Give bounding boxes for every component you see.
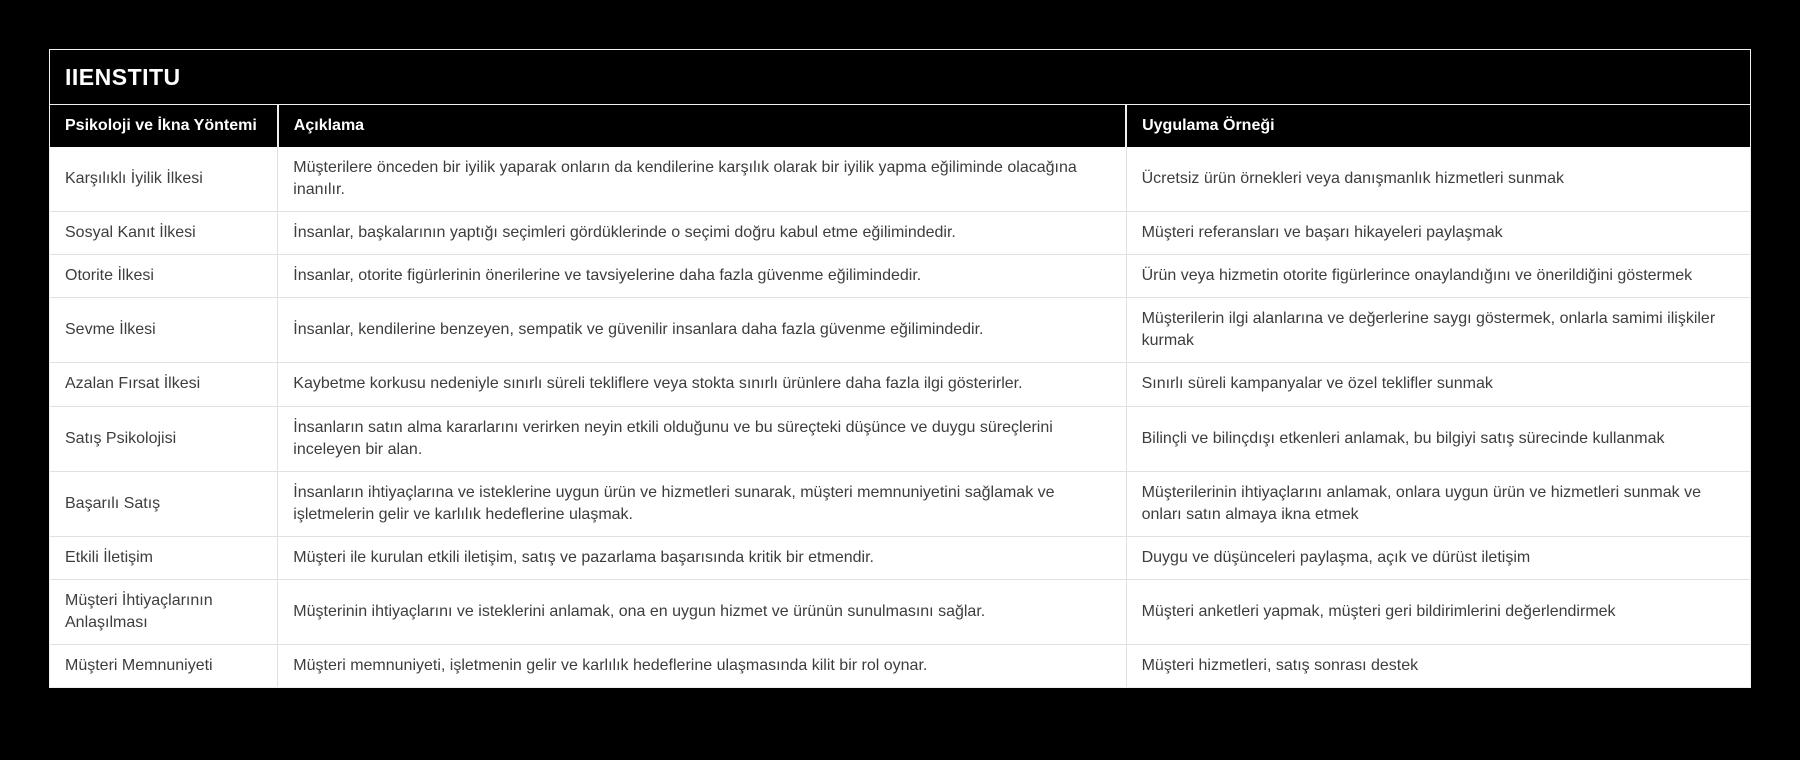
table-row xyxy=(50,363,1750,406)
description-cell: İnsanlar, kendilerine benzeyen, sempatik ve güvenilir insanlara daha fazla güvenme eğilimindedir. xyxy=(278,298,1126,363)
table-row xyxy=(50,645,1750,688)
example-cell: Müşteri anketleri yapmak, müşteri geri bildirimlerini değerlendirmek xyxy=(1126,579,1750,644)
method-cell: Azalan Fırsat İlkesi xyxy=(50,363,278,406)
description-cell: Kaybetme korkusu nedeniyle sınırlı süreli tekliflere veya stokta sınırlı ürünlere daha fazla ilgi gösterirler. xyxy=(278,363,1126,406)
persuasion-table-frame xyxy=(49,49,1751,688)
brand-title: IIENSTITU xyxy=(50,50,1750,105)
method-cell: Başarılı Satış xyxy=(50,471,278,536)
description-cell: İnsanlar, başkalarının yaptığı seçimleri gördüklerinde o seçimi doğru kabul etme eğilimindedir. xyxy=(278,212,1126,255)
method-cell: Satış Psikolojisi xyxy=(50,406,278,471)
method-cell: Sosyal Kanıt İlkesi xyxy=(50,212,278,255)
description-cell: İnsanların satın alma kararlarını verirken neyin etkili olduğunu ve bu süreçteki düşünce ve duygu süreçlerini inceleyen bir alan. xyxy=(278,406,1126,471)
table-row xyxy=(50,212,1750,255)
table-row xyxy=(50,255,1750,298)
table-row xyxy=(50,147,1750,212)
table-row xyxy=(50,579,1750,644)
table-row xyxy=(50,536,1750,579)
table-body xyxy=(50,147,1750,687)
table-row xyxy=(50,471,1750,536)
example-cell: Müşteri hizmetleri, satış sonrası destek xyxy=(1126,645,1750,688)
example-cell: Ücretsiz ürün örnekleri veya danışmanlık hizmetleri sunmak xyxy=(1126,147,1750,212)
method-cell: Müşteri Memnuniyeti xyxy=(50,645,278,688)
method-cell: Karşılıklı İyilik İlkesi xyxy=(50,147,278,212)
example-cell: Müşteri referansları ve başarı hikayeleri paylaşmak xyxy=(1126,212,1750,255)
example-cell: Duygu ve düşünceleri paylaşma, açık ve dürüst iletişim xyxy=(1126,536,1750,579)
example-cell: Sınırlı süreli kampanyalar ve özel teklifler sunmak xyxy=(1126,363,1750,406)
example-cell: Bilinçli ve bilinçdışı etkenleri anlamak, bu bilgiyi satış sürecinde kullanmak xyxy=(1126,406,1750,471)
table-header xyxy=(50,105,1750,147)
column-header-example: Uygulama Örneği xyxy=(1126,105,1750,147)
method-cell: Sevme İlkesi xyxy=(50,298,278,363)
description-cell: İnsanların ihtiyaçlarına ve isteklerine uygun ürün ve hizmetleri sunarak, müşteri memnuniyetini sağlamak ve işletmelerin gelir ve karlılık hedeflerine ulaşmak. xyxy=(278,471,1126,536)
description-cell: Müşterilere önceden bir iyilik yaparak onların da kendilerine karşılık olarak bir iyilik yapma eğiliminde olacağına inanılır. xyxy=(278,147,1126,212)
example-cell: Ürün veya hizmetin otorite figürlerince onaylandığını ve önerildiğini göstermek xyxy=(1126,255,1750,298)
method-cell: Otorite İlkesi xyxy=(50,255,278,298)
description-cell: Müşterinin ihtiyaçlarını ve isteklerini anlamak, ona en uygun hizmet ve ürünün sunulmasını sağlar. xyxy=(278,579,1126,644)
method-cell: Etkili İletişim xyxy=(50,536,278,579)
table-row xyxy=(50,298,1750,363)
description-cell: İnsanlar, otorite figürlerinin önerilerine ve tavsiyelerine daha fazla güvenme eğilimindedir. xyxy=(278,255,1126,298)
description-cell: Müşteri memnuniyeti, işletmenin gelir ve karlılık hedeflerine ulaşmasında kilit bir rol oynar. xyxy=(278,645,1126,688)
column-header-method: Psikoloji ve İkna Yöntemi xyxy=(50,105,278,147)
method-cell: Müşteri İhtiyaçlarının Anlaşılması xyxy=(50,579,278,644)
persuasion-methods-table xyxy=(50,105,1750,687)
column-header-description: Açıklama xyxy=(278,105,1126,147)
description-cell: Müşteri ile kurulan etkili iletişim, satış ve pazarlama başarısında kritik bir etmendir. xyxy=(278,536,1126,579)
example-cell: Müşterilerin ilgi alanlarına ve değerlerine saygı göstermek, onlarla samimi ilişkiler kurmak xyxy=(1126,298,1750,363)
table-row xyxy=(50,406,1750,471)
example-cell: Müşterilerinin ihtiyaçlarını anlamak, onlara uygun ürün ve hizmetleri sunmak ve onları satın almaya ikna etmek xyxy=(1126,471,1750,536)
